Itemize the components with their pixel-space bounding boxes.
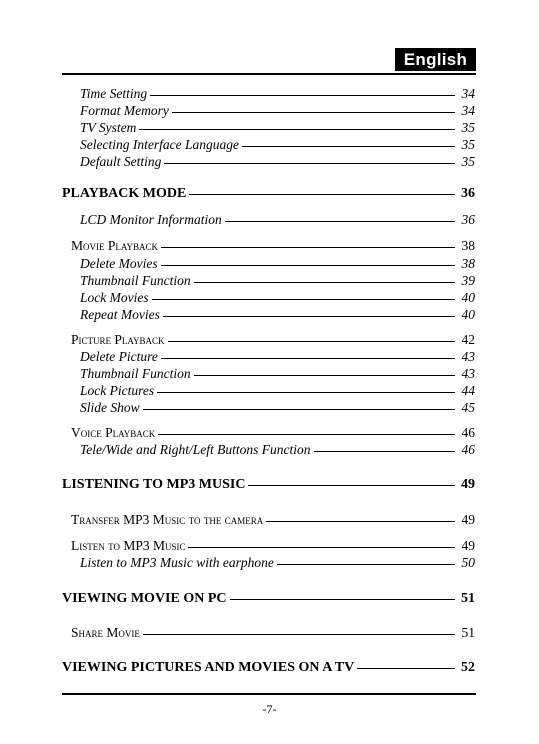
toc-entry-title: Transfer MP3 Music to the camera [71,512,264,527]
toc-entry-page: 49 [461,512,475,527]
toc-leader-line [189,194,455,195]
toc-entry-page: 46 [461,425,475,440]
toc-leader-line [172,112,455,113]
toc-leader-line [194,282,455,283]
toc-entry-title: Repeat Movies [80,307,160,322]
toc-entry-page: 51 [461,591,475,606]
toc-entry-title: Movie Playback [71,238,159,253]
toc-entry[interactable] [80,383,475,399]
toc-entry[interactable] [80,120,475,136]
toc-entry-title: Selecting Interface Language [80,137,239,152]
toc-entry-page: 39 [461,273,475,288]
toc-entry-page: 40 [461,290,475,305]
toc-entry[interactable] [71,238,475,254]
toc-leader-line [194,375,455,376]
toc-leader-line [161,265,455,266]
toc-entry-page: 42 [461,332,475,347]
toc-entry-page: 43 [461,349,475,364]
toc-leader-line [164,163,455,164]
toc-leader-line [143,634,455,635]
toc-entry-title: Delete Movies [80,256,158,271]
toc-entry-page: 43 [461,366,475,381]
toc-entry-title: LCD Monitor Information [80,212,222,227]
toc-leader-line [357,668,455,669]
toc-leader-line [157,392,455,393]
toc-entry-title: Slide Show [80,400,140,415]
toc-entry-page: 49 [461,538,475,553]
toc-entry[interactable] [71,425,475,441]
toc-entry[interactable] [71,332,475,348]
toc-entry[interactable] [80,154,475,170]
toc-entry-title: Format Memory [80,103,169,118]
toc-entry-page: 36 [461,186,475,201]
toc-leader-line [158,434,455,435]
toc-leader-line [230,599,455,600]
toc-leader-line [150,95,455,96]
toc-entry-page: 34 [461,86,475,101]
toc-leader-line [248,485,455,486]
toc-leader-line [143,409,455,410]
toc-entry-page: 35 [461,137,475,152]
toc-entry-title: Time Setting [80,86,148,101]
toc-entry-page: 36 [461,212,475,227]
toc-entry[interactable] [71,512,475,528]
toc-leader-line [161,247,455,248]
footer-rule [62,693,476,695]
toc-entry[interactable] [80,103,475,119]
toc-entry[interactable] [62,591,475,607]
toc-entry-title: Thumbnail Function [80,273,191,288]
toc-leader-line [152,299,455,300]
toc-leader-line [161,358,455,359]
toc-entry-title: Delete Picture [80,349,158,364]
toc-entry[interactable] [80,555,475,571]
toc-entry-page: 40 [461,307,475,322]
toc-entry-page: 38 [461,238,475,253]
toc-entry-title: Tele/Wide and Right/Left Buttons Function [80,442,311,457]
toc-entry[interactable] [62,660,475,676]
toc-entry-title: Listen to MP3 Music with earphone [80,555,274,570]
toc-leader-line [242,146,455,147]
toc-entry-title: PLAYBACK MODE [62,186,187,201]
toc-entry-page: 51 [461,625,475,640]
toc-entry-title: LISTENING TO MP3 MUSIC [62,477,246,492]
toc-entry-title: Voice Playback [71,425,156,440]
toc-entry[interactable] [62,186,475,202]
toc-entry-page: 35 [461,120,475,135]
toc-entry[interactable] [80,366,475,382]
toc-entry[interactable] [80,273,475,289]
toc-entry[interactable] [80,290,475,306]
toc-entry-title: Lock Movies [80,290,149,305]
toc-entry-page: 38 [461,256,475,271]
toc-entry[interactable] [80,307,475,323]
toc-entry-page: 34 [461,103,475,118]
toc-entry[interactable] [71,625,475,641]
toc-entry-title: Picture Playback [71,332,165,347]
toc-leader-line [139,129,455,130]
toc-entry-title: Lock Pictures [80,383,155,398]
toc-entry-page: 46 [461,442,475,457]
toc-entry[interactable] [71,538,475,554]
toc-entry-title: Default Setting [80,154,162,169]
toc-entry[interactable] [80,86,475,102]
toc-entry-title: VIEWING MOVIE ON PC [62,591,227,606]
toc-entry-title: VIEWING PICTURES AND MOVIES ON A TV [62,660,355,675]
toc-entry[interactable] [80,256,475,272]
toc-entry-title: Listen to MP3 Music [71,538,186,553]
toc-entry[interactable] [80,137,475,153]
toc-entry[interactable] [62,477,475,493]
toc-entry-page: 44 [461,383,475,398]
toc-entry-page: 35 [461,154,475,169]
toc-entry[interactable] [80,212,475,228]
toc-entry[interactable] [80,400,475,416]
toc-entry-title: Thumbnail Function [80,366,191,381]
toc-entry-page: 52 [461,660,475,675]
toc-leader-line [168,341,455,342]
toc-leader-line [188,547,455,548]
toc-entry[interactable] [80,349,475,365]
toc-leader-line [225,221,455,222]
language-label: English [395,48,476,71]
toc-entry-title: Share Movie [71,625,140,640]
toc-leader-line [163,316,455,317]
page-number: -7- [262,702,277,716]
toc-leader-line [277,564,455,565]
toc-entry[interactable] [80,442,475,458]
toc-entry-page: 49 [461,477,475,492]
toc-leader-line [314,451,456,452]
toc-entry-page: 50 [461,555,475,570]
toc-entry-page: 45 [461,400,475,415]
toc-leader-line [266,521,455,522]
toc-entry-title: TV System [80,120,137,135]
